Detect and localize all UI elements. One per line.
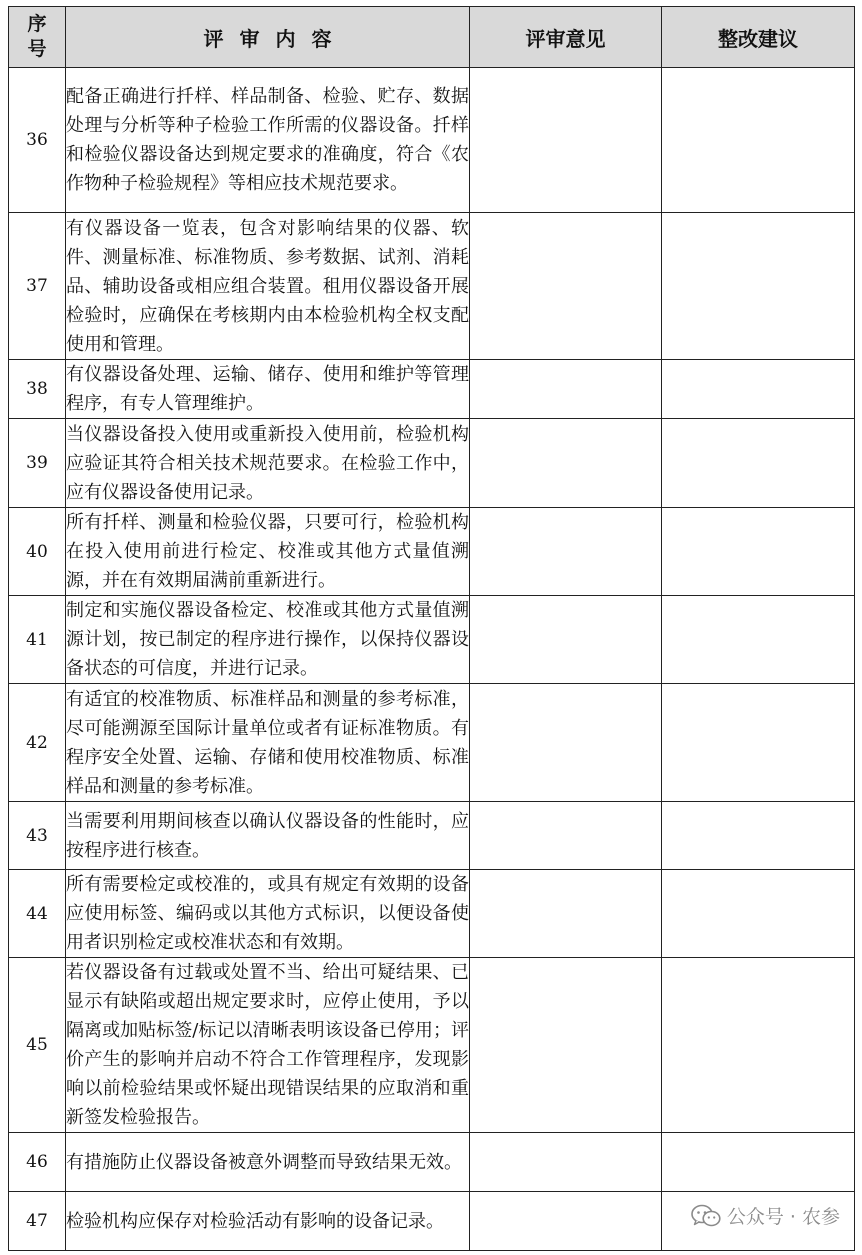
header-opinion — [470, 7, 662, 68]
table-row — [9, 419, 855, 508]
row-number: 43 — [9, 802, 66, 870]
row-suggestion-cell[interactable] — [662, 68, 855, 213]
row-content: 配备正确进行扦样、样品制备、检验、贮存、数据处理与分析等种子检验工作所需的仪器设备。扦样和检验仪器设备达到规定要求的准确度，符合《农作物种子检验规程》等相应技术规范要求。 — [66, 68, 470, 213]
row-content: 若仪器设备有过载或处置不当、给出可疑结果、已显示有缺陷或超出规定要求时，应停止使用，予以隔离或加贴标签/标记以清晰表明该设备已停用；评价产生的影响并启动不符合工作管理程序，发现影响以前检验结果或怀疑出现错误结果的应取消和重新签发检验报告。 — [66, 958, 470, 1133]
table-header-row — [9, 7, 855, 68]
row-opinion-cell[interactable] — [470, 360, 662, 419]
row-number: 41 — [9, 596, 66, 684]
header-number — [9, 7, 66, 68]
row-number: 39 — [9, 419, 66, 508]
review-sheet — [8, 6, 854, 1251]
row-content: 当需要利用期间核查以确认仪器设备的性能时，应按程序进行核查。 — [66, 802, 470, 870]
table-row — [9, 802, 855, 870]
row-content: 检验机构应保存对检验活动有影响的设备记录。 — [66, 1192, 470, 1251]
row-content: 当仪器设备投入使用或重新投入使用前，检验机构应验证其符合相关技术规范要求。在检验工作中，应有仪器设备使用记录。 — [66, 419, 470, 508]
row-opinion-cell[interactable] — [470, 1133, 662, 1192]
row-number: 46 — [9, 1133, 66, 1192]
table-row — [9, 596, 855, 684]
row-number: 47 — [9, 1192, 66, 1251]
row-suggestion-cell[interactable] — [662, 802, 855, 870]
row-suggestion-cell[interactable] — [662, 596, 855, 684]
watermark — [691, 1202, 840, 1229]
row-opinion-cell[interactable] — [470, 802, 662, 870]
row-suggestion-cell[interactable] — [662, 213, 855, 360]
review-table — [8, 6, 855, 1251]
row-suggestion-cell[interactable] — [662, 1133, 855, 1192]
row-number: 45 — [9, 958, 66, 1133]
table-row — [9, 1133, 855, 1192]
row-opinion-cell[interactable] — [470, 419, 662, 508]
row-content: 有仪器设备一览表，包含对影响结果的仪器、软件、测量标准、标准物质、参考数据、试剂、消耗品、辅助设备或相应组合装置。租用仪器设备开展检验时，应确保在考核期内由本检验机构全权支配使用和管理。 — [66, 213, 470, 360]
row-suggestion-cell[interactable] — [662, 508, 855, 596]
row-opinion-cell[interactable] — [470, 684, 662, 802]
watermark-text: 公众号 · 农参 — [726, 1206, 840, 1228]
row-number: 37 — [9, 213, 66, 360]
row-content: 有适宜的校准物质、标准样品和测量的参考标准，尽可能溯源至国际计量单位或者有证标准物质。有程序安全处置、运输、存储和使用校准物质、标准样品和测量的参考标准。 — [66, 684, 470, 802]
row-content: 所有扦样、测量和检验仪器，只要可行，检验机构在投入使用前进行检定、校准或其他方式量值溯源，并在有效期届满前重新进行。 — [66, 508, 470, 596]
table-row — [9, 68, 855, 213]
table-row — [9, 508, 855, 596]
header-opinion-label: 评审意见 — [525, 26, 606, 51]
table-row — [9, 360, 855, 419]
row-suggestion-cell[interactable] — [662, 958, 855, 1133]
row-opinion-cell[interactable] — [470, 68, 662, 213]
header-suggestion-label: 整改建议 — [718, 26, 798, 51]
row-suggestion-cell[interactable] — [662, 684, 855, 802]
row-number: 40 — [9, 508, 66, 596]
row-opinion-cell[interactable] — [470, 1192, 662, 1251]
row-suggestion-cell[interactable] — [662, 870, 855, 958]
row-number: 36 — [9, 68, 66, 213]
header-suggestion — [662, 7, 855, 68]
table-row — [9, 684, 855, 802]
row-number: 42 — [9, 684, 66, 802]
table-row — [9, 213, 855, 360]
row-content: 所有需要检定或校准的，或具有规定有效期的设备应使用标签、编码或以其他方式标识，以便设备使用者识别检定或校准状态和有效期。 — [66, 870, 470, 958]
row-opinion-cell[interactable] — [470, 596, 662, 684]
row-content: 有措施防止仪器设备被意外调整而导致结果无效。 — [66, 1133, 470, 1192]
row-content: 有仪器设备处理、运输、储存、使用和维护等管理程序，有专人管理维护。 — [66, 360, 470, 419]
table-row — [9, 958, 855, 1133]
header-content — [66, 7, 470, 68]
header-content-label: 评审内容 — [203, 26, 348, 51]
header-number-label: 序 号 — [27, 13, 47, 60]
row-number: 38 — [9, 360, 66, 419]
row-opinion-cell[interactable] — [470, 213, 662, 360]
row-suggestion-cell[interactable] — [662, 419, 855, 508]
row-opinion-cell[interactable] — [470, 508, 662, 596]
row-opinion-cell[interactable] — [470, 958, 662, 1133]
table-row — [9, 870, 855, 958]
row-opinion-cell[interactable] — [470, 870, 662, 958]
row-number: 44 — [9, 870, 66, 958]
row-content: 制定和实施仪器设备检定、校准或其他方式量值溯源计划，按已制定的程序进行操作，以保持仪器设备状态的可信度，并进行记录。 — [66, 596, 470, 684]
wechat-logo-icon — [691, 1204, 721, 1228]
row-suggestion-cell[interactable] — [662, 360, 855, 419]
